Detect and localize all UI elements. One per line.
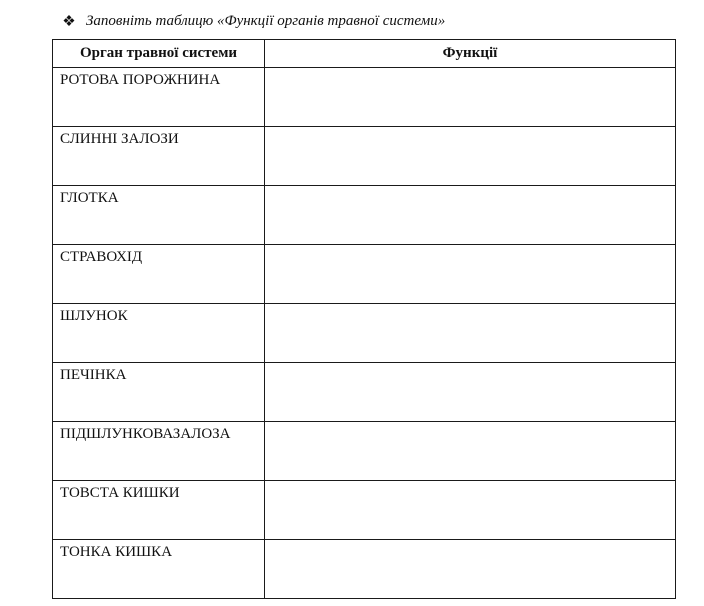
function-cell[interactable] bbox=[265, 186, 676, 245]
table-row bbox=[53, 186, 676, 245]
table-row bbox=[53, 245, 676, 304]
organ-cell: ПЕЧІНКА bbox=[53, 363, 265, 422]
diamond-bullet-icon: ❖ bbox=[62, 13, 76, 30]
function-cell[interactable] bbox=[265, 245, 676, 304]
organ-cell: ШЛУНОК bbox=[53, 304, 265, 363]
organ-cell: СЛИННІ ЗАЛОЗИ bbox=[53, 127, 265, 186]
function-cell[interactable] bbox=[265, 422, 676, 481]
organ-cell: СТРАВОХІД bbox=[53, 245, 265, 304]
header-organ: Орган травної системи bbox=[53, 40, 265, 68]
table-header-row bbox=[53, 40, 676, 68]
organ-functions-table bbox=[52, 39, 676, 599]
table-row bbox=[53, 540, 676, 599]
function-cell[interactable] bbox=[265, 481, 676, 540]
organ-cell: ТОНКА КИШКА bbox=[53, 540, 265, 599]
table-row bbox=[53, 481, 676, 540]
organ-cell: ПІДШЛУНКОВАЗАЛОЗА bbox=[53, 422, 265, 481]
table-row bbox=[53, 304, 676, 363]
function-cell[interactable] bbox=[265, 68, 676, 127]
task-instruction-text: Заповніть таблицю «Функції органів травної системи» bbox=[86, 12, 446, 29]
function-cell[interactable] bbox=[265, 304, 676, 363]
organ-cell: ГЛОТКА bbox=[53, 186, 265, 245]
table-row bbox=[53, 422, 676, 481]
function-cell[interactable] bbox=[265, 127, 676, 186]
organ-cell: ТОВСТА КИШКИ bbox=[53, 481, 265, 540]
function-cell[interactable] bbox=[265, 363, 676, 422]
function-cell[interactable] bbox=[265, 540, 676, 599]
table-row bbox=[53, 68, 676, 127]
task-instruction bbox=[62, 8, 445, 34]
table-row bbox=[53, 363, 676, 422]
header-functions: Функції bbox=[265, 40, 676, 68]
table-row bbox=[53, 127, 676, 186]
organ-cell: РОТОВА ПОРОЖНИНА bbox=[53, 68, 265, 127]
